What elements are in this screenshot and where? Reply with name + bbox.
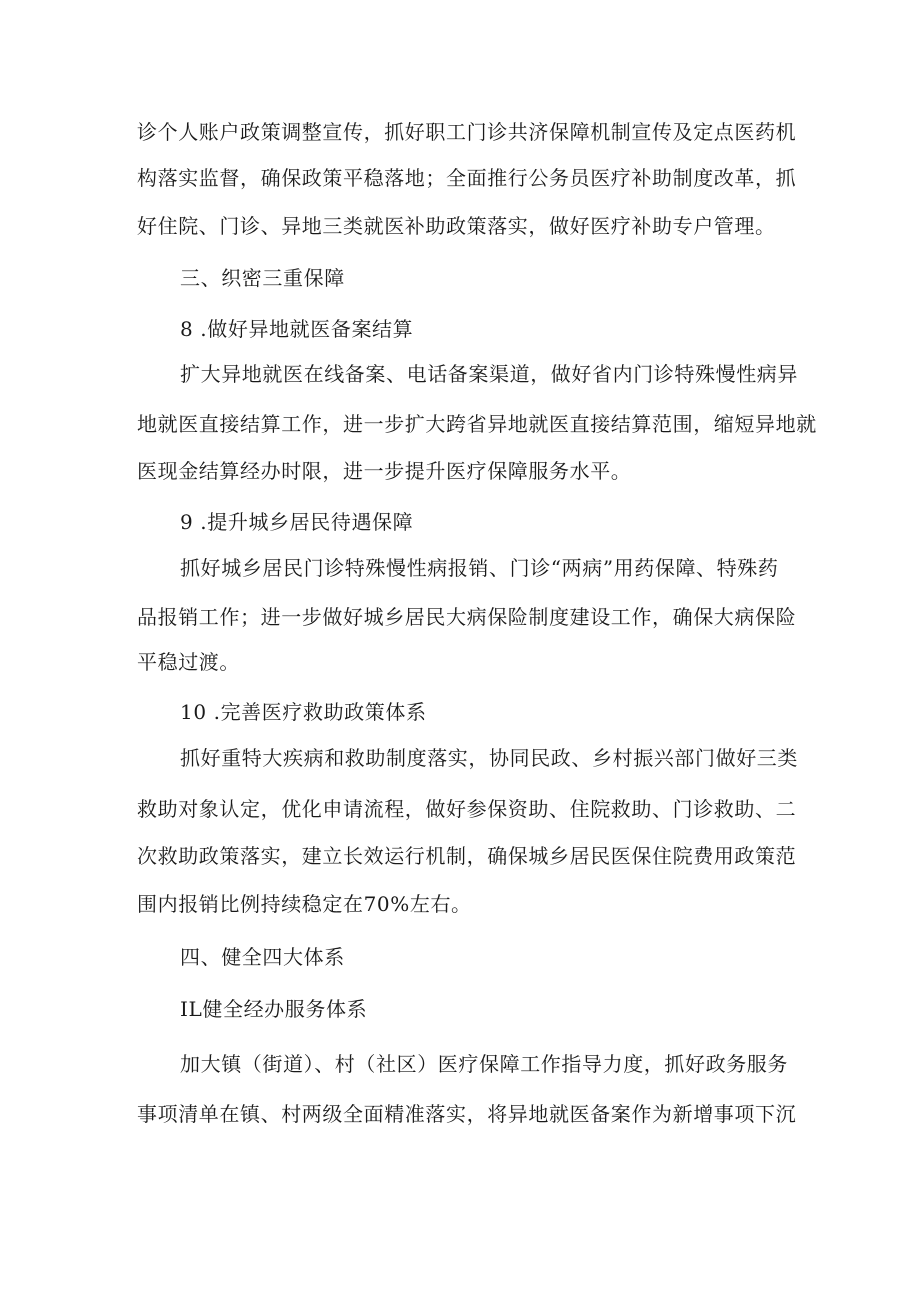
- body-text-line: 构落实监督，确保政策平稳落地；全面推行公务员医疗补助制度改革，抓: [137, 166, 797, 190]
- subsection-heading: IL健全经办服务体系: [180, 997, 368, 1021]
- body-text-line: 品报销工作；进一步做好城乡居民大病保险制度建设工作，确保大病保险: [137, 605, 797, 629]
- body-text-line: 抓好重特大疾病和救助制度落实，协同民政、乡村振兴部门做好三类: [180, 746, 798, 770]
- section-heading: 四、健全四大体系: [180, 945, 345, 969]
- body-text-line: 救助对象认定，优化申请流程，做好参保资助、住院救助、门诊救助、二: [137, 797, 797, 821]
- subsection-heading: 9 .提升城乡居民待遇保障: [180, 510, 414, 534]
- body-text-line: 抓好城乡居民门诊特殊慢性病报销、门诊“两病”用药保障、特殊药: [180, 556, 779, 580]
- body-text-line: 加大镇（街道）、村（社区）医疗保障工作指导力度，抓好政务服务: [180, 1052, 788, 1076]
- body-text-line: 扩大异地就医在线备案、电话备案渠道，做好省内门诊特殊慢性病异: [180, 362, 798, 386]
- body-text-line: 好住院、门诊、异地三类就医补助政策落实，做好医疗补助专户管理。: [137, 214, 776, 238]
- body-text-line: 诊个人账户政策调整宣传，抓好职工门诊共济保障机制宣传及定点医药机: [137, 120, 797, 144]
- section-heading: 三、织密三重保障: [180, 266, 345, 290]
- body-text-line: 围内报销比例持续稳定在70%左右。: [137, 892, 472, 916]
- body-text-line: 地就医直接结算工作，进一步扩大跨省异地就医直接结算范围，缩短异地就: [137, 412, 817, 436]
- body-text-line: 次救助政策落实，建立长效运行机制，确保城乡居民医保住院费用政策范: [137, 844, 797, 868]
- subsection-heading: 8 .做好异地就医备案结算: [180, 317, 414, 341]
- body-text-line: 平稳过渡。: [137, 650, 240, 674]
- body-text-line: 事项清单在镇、村两级全面精准落实，将异地就医备案作为新增事项下沉: [137, 1102, 797, 1126]
- subsection-heading: 10 .完善医疗救助政策体系: [180, 700, 427, 724]
- body-text-line: 医现金结算经办时限，进一步提升医疗保障服务水平。: [137, 459, 632, 483]
